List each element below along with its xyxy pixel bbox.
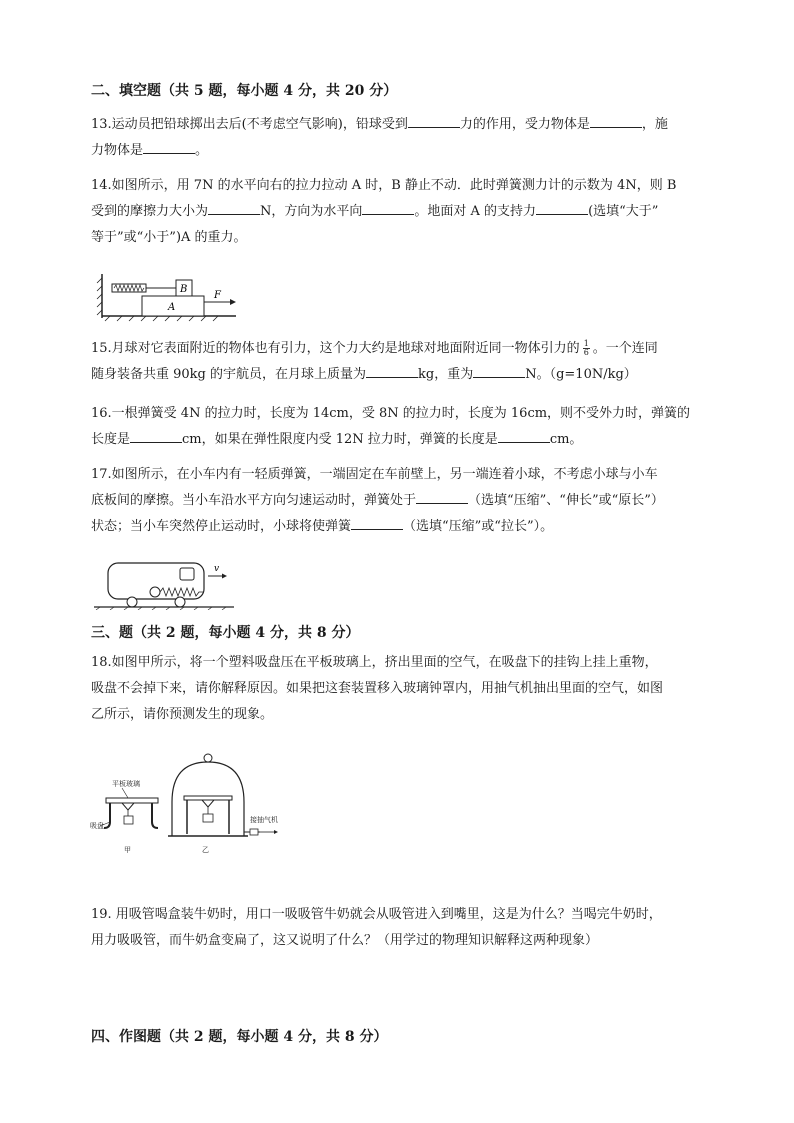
question-15: 15.月球对它表面附近的物体也有引力，这个力大约是地球对地面附近同一物体引力的 $\frac{1}{6}$ 。一个连同 随身装备共重 90kg 的宇航员，在月球上质量为 kg，重为 N。（g=10N/kg） <box>91 339 658 382</box>
section-2-title: 二、填空题（共 5 题，每小题 4 分，共 20 分） <box>91 83 398 99</box>
question-14: 14.如图所示，用 7N 的水平向右的拉力拉动 A 时，B 静止不动．此时弹簧测力计的示数为 4N，则 B 受到的摩擦力大小为 N，方向为水平向 。地面对 A 的支持力 (选填“大于” 等于”或“小于”)A 的重力。 <box>91 178 677 245</box>
label-force-f: F <box>214 290 221 301</box>
question-19: 19. 用吸管喝盒装牛奶时，用口一吸吸管牛奶就会从吸管进入到嘴里，这是为什么？当喝完牛奶时， 用力吸吸管，而牛奶盒变扁了，这又说明了什么？（用学过的物理知识解释这两种现象） <box>91 907 662 948</box>
question-13: 13.运动员把铅球掷出去后(不考虑空气影响)，铅球受到 力的作用，受力物体是 ，施 力物体是 。 <box>91 112 703 164</box>
answer-blank[interactable] <box>208 200 260 215</box>
label-jia: 甲 <box>124 846 131 854</box>
question-18: 18.如图甲所示，将一个塑料吸盘压在平板玻璃上，挤出里面的空气，在吸盘下的挂钩上挂上重物， 吸盘不会掉下来，请你解释原因。如果把这套装置移入玻璃钟罩内，用抽气机抽出里面的空气，如图 乙所示，请你预测发生的现象。 <box>91 655 664 722</box>
answer-blank[interactable] <box>143 139 195 154</box>
figure-spring-blocks <box>96 268 246 322</box>
answer-blank[interactable] <box>366 363 418 378</box>
fraction-one-sixth: $\frac{1}{6}$ <box>583 339 589 357</box>
answer-blank[interactable] <box>416 489 468 504</box>
answer-blank[interactable] <box>590 113 642 128</box>
question-16: 16.一根弹簧受 4N 的拉力时，长度为 14cm，受 8N 的拉力时，长度为 16cm，则不受外力时，弹簧的 长度是 cm，如果在弹性限度内受 12N 拉力时，弹簧的长度是 cm。 <box>91 406 691 447</box>
answer-blank[interactable] <box>130 428 182 443</box>
figure-suction-cup-bell-jar <box>88 752 298 858</box>
label-glass-plate: 平板玻璃 <box>112 780 140 788</box>
section-3-title: 三、题（共 2 题，每小题 4 分，共 8 分） <box>91 625 360 641</box>
answer-blank[interactable] <box>498 428 550 443</box>
answer-blank[interactable] <box>362 200 414 215</box>
label-suction-cup: 吸盘 <box>90 822 104 830</box>
answer-blank[interactable] <box>408 113 460 128</box>
label-pump: 接抽气机 <box>250 816 278 824</box>
figure-cart-spring-ball <box>94 558 244 610</box>
answer-blank[interactable] <box>351 515 403 530</box>
label-yi: 乙 <box>202 846 209 854</box>
section-4-title: 四、作图题（共 2 题，每小题 4 分，共 8 分） <box>91 1029 388 1045</box>
label-velocity-v: v <box>214 564 220 574</box>
question-17: 17.如图所示，在小车内有一轻质弹簧，一端固定在车前壁上，另一端连着小球，不考虑小球与小车 底板间的摩擦。当小车沿水平方向匀速运动时，弹簧处于 （选填“压缩”、“伸长”或“原长”） 状态；当小车突然停止运动时，小球将使弹簧 （选填“压缩”或“拉长”）。 <box>91 467 664 534</box>
label-block-b: B <box>180 284 188 295</box>
answer-blank[interactable] <box>473 363 525 378</box>
label-block-a: A <box>168 302 176 313</box>
answer-blank[interactable] <box>536 200 588 215</box>
